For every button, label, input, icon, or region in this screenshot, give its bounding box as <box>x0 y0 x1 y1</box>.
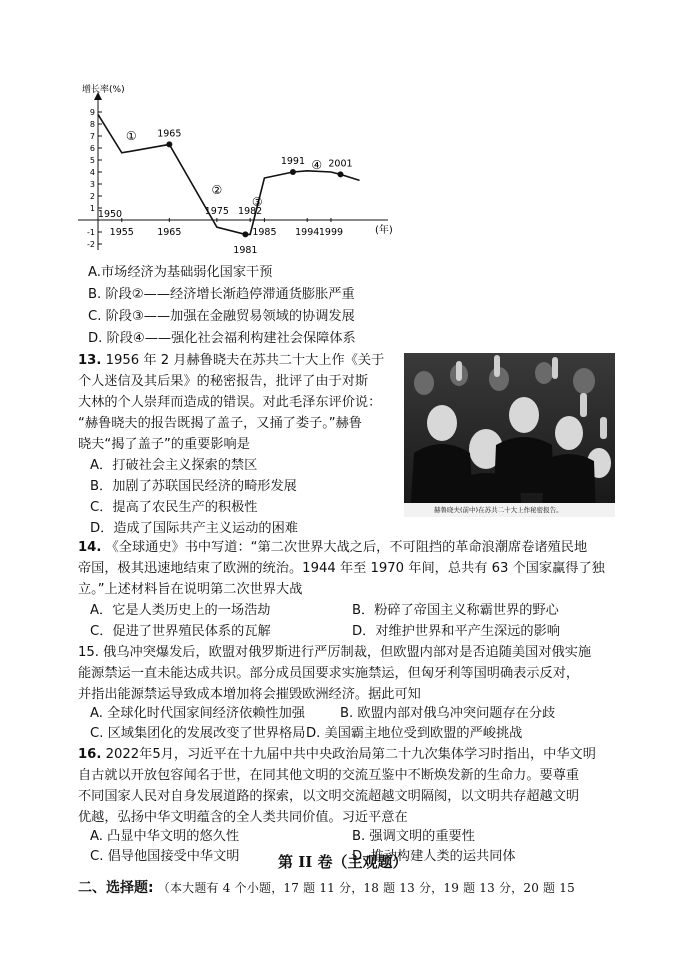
q12-option-a: A.市场经济为基础弱化国家干预 <box>88 265 273 280</box>
x-tick-label: 1975 <box>204 206 229 217</box>
section-2-note: （本大题有 4 个小题，17 题 11 分，18 题 13 分，19 题 13 分，20 题 15 <box>157 881 575 895</box>
q16-option-c: C. 倡导他国接受中华文明 <box>90 849 240 864</box>
q13-stem-line-3: 大林的个人崇拜而造成的错误。对此毛泽东评价说： <box>78 395 382 410</box>
stage-annotation: ② <box>211 183 223 197</box>
section-2-header <box>78 877 575 897</box>
q13-option-d: D．造成了国际共产主义运动的困难 <box>90 521 298 536</box>
y-tick-label: 9 <box>89 108 95 117</box>
y-tick-label: -2 <box>87 240 95 249</box>
part-2-title: 第 II 卷（主观题） <box>278 853 408 871</box>
q15-option-d: D. 美国霸主地位受到欧盟的严峻挑战 <box>306 726 523 741</box>
q14-number: 14. <box>78 540 102 555</box>
x-tick-label: 1999 <box>318 227 344 238</box>
q12-option-c: C. 阶段③——加强在金融贸易领域的协调发展 <box>88 309 355 324</box>
marked-point-1965 <box>166 141 172 147</box>
q13-stem-text-1: 1956 年 2 月赫鲁晓夫在苏共二十大上作《关于 <box>105 353 385 368</box>
chart-y-ticks <box>87 108 102 249</box>
q15-option-b: B. 欧盟内部对俄乌冲突问题存在分歧 <box>340 706 556 721</box>
q15-option-a: A. 全球化时代国家间经济依赖性加强 <box>90 706 305 721</box>
q16-option-d: D. 推动构建人类的运共同体 <box>352 849 516 864</box>
x-tick-label: 1965 <box>157 227 182 238</box>
q13-option-c: C．提高了农民生产的积极性 <box>90 500 258 515</box>
q16-option-a: A. 凸显中华文明的悠久性 <box>90 829 240 844</box>
stage-annotation: ③ <box>251 195 263 209</box>
chart-marked-points <box>157 128 352 237</box>
q14-option-c: C．促进了世界殖民体系的瓦解 <box>90 624 271 639</box>
q14-option-d: D．对维护世界和平产生深远的影响 <box>352 624 560 639</box>
q13-stem-line-1 <box>78 350 384 371</box>
marked-point-label: 1965 <box>157 128 182 140</box>
q14-option-a: A．它是人类历史上的一场浩劫 <box>90 603 271 618</box>
chart-x-axis-label: (年) <box>375 225 393 236</box>
y-tick-label: 5 <box>89 156 95 165</box>
stage-annotation: ① <box>125 129 137 143</box>
growth-rate-line-chart <box>70 80 400 260</box>
q13-option-b: B．加剧了苏联国民经济的畸形发展 <box>90 479 297 494</box>
stage-annotation: ④ <box>311 157 323 172</box>
y-tick-label: 3 <box>89 180 95 189</box>
section-2-heading: 二、选择题: <box>78 880 154 896</box>
q14-stem-line-1 <box>78 537 587 558</box>
y-tick-label: 8 <box>89 120 95 129</box>
q16-stem-line-3: 不同国家人民对自身发展道路的探索，以文明交流超越文明隔阂，以文明共存超越文明 <box>78 789 580 804</box>
q13-number: 13. <box>78 353 102 368</box>
q16-option-b: B. 强调文明的重要性 <box>352 829 475 844</box>
x-tick-label: 1982 <box>238 206 263 217</box>
y-tick-label: 7 <box>89 132 95 141</box>
q13-stem-line-5: 晓夫“揭了盖子”的重要影响是 <box>78 437 250 452</box>
q12-option-b: B. 阶段②——经济增长渐趋停滞通货膨胀严重 <box>88 287 355 302</box>
x-label-1981: 1981 <box>233 245 258 256</box>
q14-stem-line-2: 帝国，极其迅速地结束了欧洲的统治。1944 年至 1970 年间，总共有 63 个国家赢得了独 <box>78 561 605 576</box>
q13-stem-line-4: “赫鲁晓夫的报告既揭了盖子，又捅了娄子。”赫鲁 <box>78 416 362 431</box>
q15-option-c: C. 区域集团化的发展改变了世界格局 <box>90 726 306 741</box>
q15-stem-line-1: 15. 俄乌冲突爆发后，欧盟对俄罗斯进行严厉制裁，但欧盟内部对是否追随美国对俄实施 <box>78 645 592 660</box>
x-tick-label: 1985 <box>252 227 277 238</box>
q15-stem-line-2: 能源禁运一直未能达成共识。部分成员国要求实施禁运，但匈牙利等国明确表示反对， <box>78 666 580 681</box>
chart-y-axis-label: 增长率(%) <box>82 85 125 95</box>
chart-x-tick-labels <box>98 206 343 256</box>
marked-point-label: 1991 <box>280 156 306 167</box>
q16-number: 16. <box>78 747 102 762</box>
congress-photo <box>404 353 615 517</box>
q16-stem-text-1: 2022年5月，习近平在十九届中共中央政治局第二十九次集体学习时指出，中华文明 <box>105 747 596 762</box>
x-label-1950: 1950 <box>97 209 123 220</box>
y-tick-label: 1 <box>89 204 95 213</box>
marked-point-label: 2001 <box>328 158 353 170</box>
x-tick-label: 1955 <box>109 227 134 238</box>
q16-stem-line-4: 优越，弘扬中华文明蕴含的全人类共同价值。习近平意在 <box>78 810 408 825</box>
q15-stem-line-3: 并指出能源禁运导致成本增加将会摧毁欧洲经济。据此可知 <box>78 687 421 702</box>
photo-caption: 赫鲁晓夫(前中)在苏共二十大上作秘密报告。 <box>434 506 563 514</box>
q16-stem-line-1 <box>78 744 596 765</box>
x-tick-label: 1994 <box>295 227 320 238</box>
q16-stem-line-2: 自古就以开放包容闻名于世，在同其他文明的交流互鉴中不断焕发新的生命力。要尊重 <box>78 768 580 783</box>
q14-stem-text-1: 《全球通史》书中写道：“第二次世界大战之后，不可阻挡的革命浪潮席卷诸殖民地 <box>105 540 588 555</box>
y-tick-label: 2 <box>89 192 95 201</box>
q13-stem-line-2: 个人迷信及其后果》的秘密报告，批评了由于对斯 <box>78 374 369 389</box>
y-tick-label: -1 <box>87 228 95 237</box>
photo-illustration <box>404 353 615 517</box>
marked-point-2001 <box>337 171 343 177</box>
marked-point-1981 <box>242 231 248 237</box>
chart-stage-annotations <box>126 129 322 209</box>
q12-option-d: D. 阶段④——强化社会福利构建社会保障体系 <box>88 331 356 346</box>
y-tick-label: 4 <box>89 168 95 177</box>
marked-point-1991 <box>290 169 296 175</box>
q14-stem-line-3: 立。”上述材料旨在说明第二次世界大战 <box>78 582 303 597</box>
y-tick-label: 6 <box>89 144 95 153</box>
q14-option-b: B．粉碎了帝国主义称霸世界的野心 <box>352 603 559 618</box>
q13-option-a: A．打破社会主义探索的禁区 <box>90 458 258 473</box>
